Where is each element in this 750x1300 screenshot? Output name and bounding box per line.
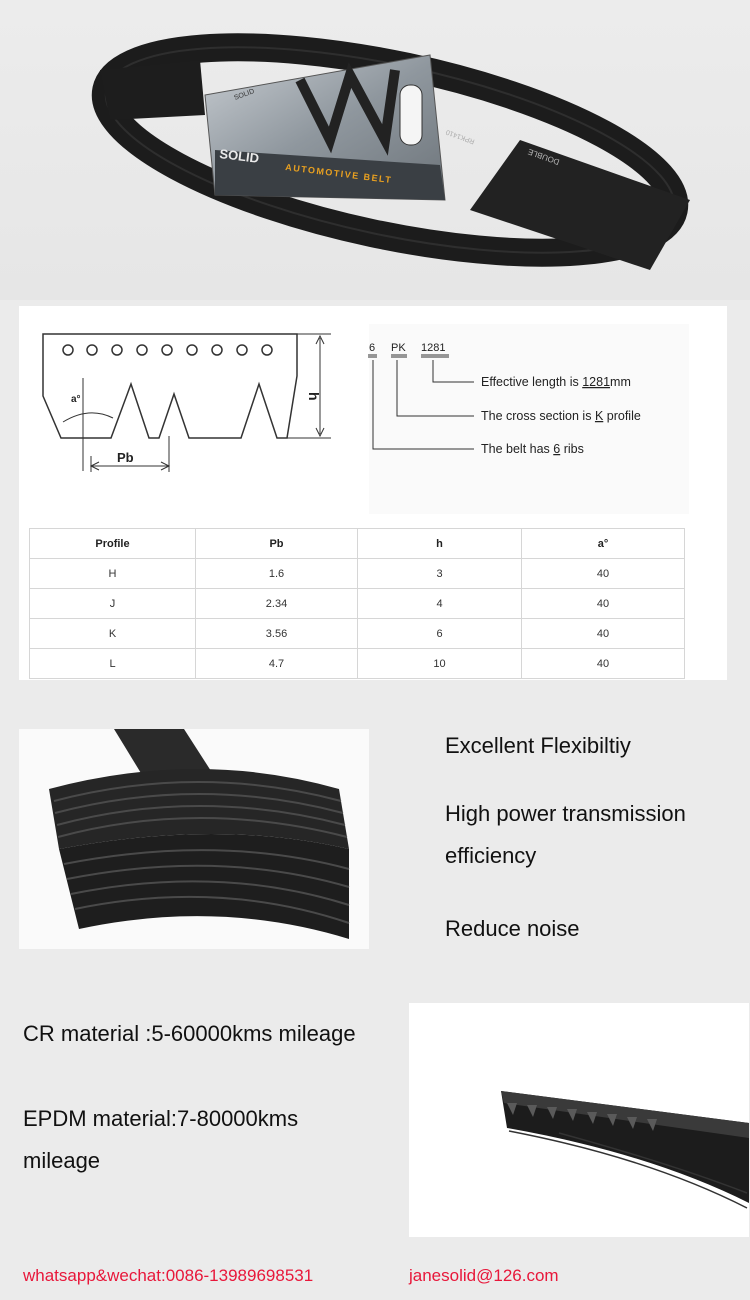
contact-email[interactable]: janesolid@126.com [409, 1266, 559, 1285]
cell-angle: 40 [522, 559, 685, 589]
explain-length: Effective length is 1281mm [481, 375, 631, 389]
cell-pb: 4.7 [196, 649, 358, 679]
cell-angle: 40 [522, 589, 685, 619]
table-row [30, 559, 685, 589]
h-label: h [306, 392, 322, 401]
angle-label: a° [71, 394, 81, 405]
epdm-material-text: EPDM material:7-80000kms [23, 1106, 299, 1131]
belt-print-code: RPK1410 [445, 127, 476, 145]
cell-h: 3 [358, 559, 522, 589]
feature-noise: Reduce noise [445, 916, 580, 941]
code-ribs: 6 [369, 342, 376, 354]
explain-ribs: The belt has 6 ribs [481, 442, 584, 456]
belt-print-double: DOUBLE [526, 146, 561, 167]
spec-panel [19, 306, 727, 680]
header-angle: a° [522, 529, 685, 559]
feature-power-transmission: High power transmission [445, 801, 686, 826]
cell-pb: 3.56 [196, 619, 358, 649]
cell-angle: 40 [522, 619, 685, 649]
ribbed-belt-illustration [409, 1003, 749, 1237]
hero-product-text: AUTOMOTIVE BELT [284, 162, 393, 186]
header-profile: Profile [30, 529, 196, 559]
hero-brand-text: SOLID [218, 146, 260, 166]
cell-h: 4 [358, 589, 522, 619]
explain-profile: The cross section is K profile [481, 409, 641, 423]
contact-phone[interactable]: whatsapp&wechat:0086-13989698531 [23, 1266, 314, 1285]
feature-efficiency: efficiency [445, 843, 537, 868]
header-h: h [358, 529, 522, 559]
cell-profile: H [30, 559, 196, 589]
cell-h: 6 [358, 619, 522, 649]
belt-flexibility-photo [19, 729, 369, 949]
cell-profile: J [30, 589, 196, 619]
cr-material-text: CR material :5-60000kms mileage [23, 1021, 356, 1046]
table-row [30, 649, 685, 679]
cell-pb: 1.6 [196, 559, 358, 589]
cord-circles [63, 345, 272, 355]
code-profile: PK [391, 342, 406, 354]
cell-angle: 40 [522, 649, 685, 679]
belt-package-illustration [0, 0, 750, 300]
belt-cross-section-diagram [19, 306, 727, 526]
table-row [30, 589, 685, 619]
sleeve-brand-text: SOLID [233, 88, 256, 102]
belt-rib-closeup-photo [409, 1003, 749, 1237]
hero-product-photo [0, 0, 750, 300]
cell-profile: L [30, 649, 196, 679]
epdm-material-text-cont: mileage [23, 1148, 101, 1173]
cell-h: 10 [358, 649, 522, 679]
header-pb: Pb [196, 529, 358, 559]
pb-label: Pb [117, 450, 134, 465]
twisted-belt-illustration [19, 729, 369, 949]
cell-profile: K [30, 619, 196, 649]
code-length: 1281 [421, 342, 446, 354]
cell-pb: 2.34 [196, 589, 358, 619]
feature-flexibility: Excellent Flexibiltiy [445, 733, 631, 758]
table-header-row [30, 529, 685, 559]
profile-spec-table [29, 528, 685, 679]
table-row [30, 619, 685, 649]
